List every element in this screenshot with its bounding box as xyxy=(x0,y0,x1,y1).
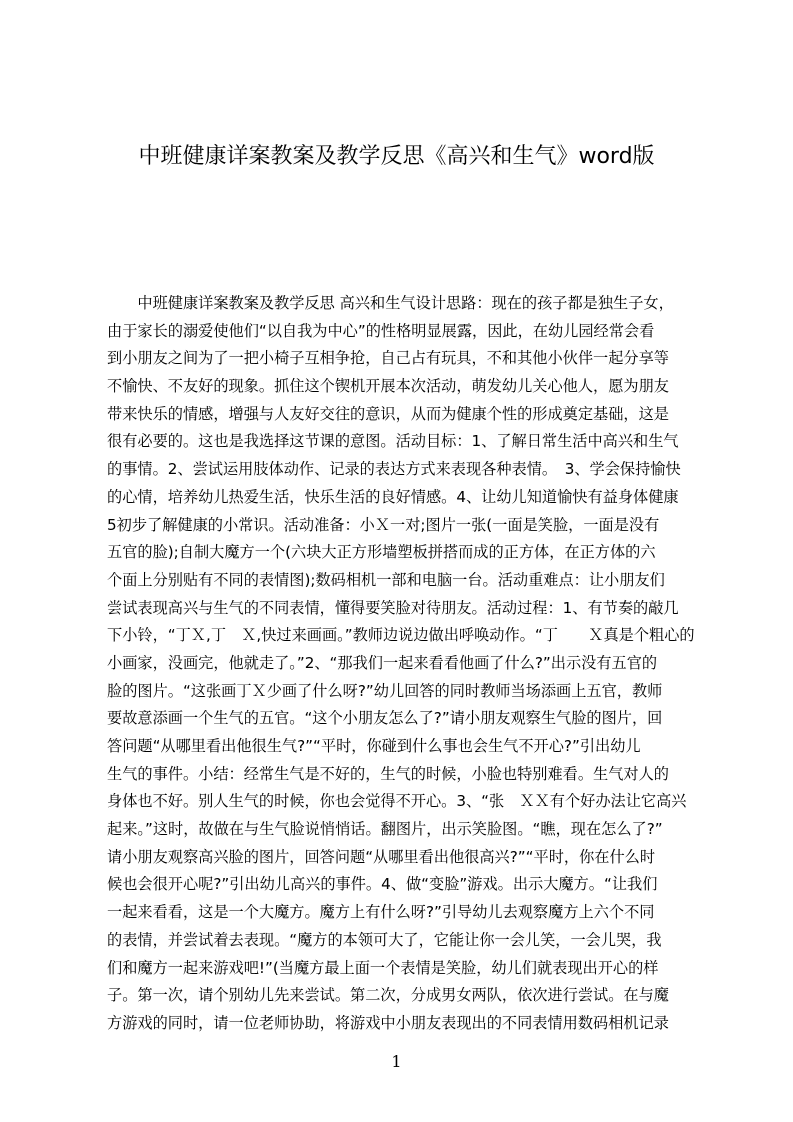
body-text-line: 个面上分别贴有不同的表情图);数码相机一部和电脑一台。活动重难点：让小朋友们 xyxy=(107,570,665,589)
body-text-line: 小画家，没画完，他就走了。”2、“那我们一起来看看他画了什么?”出示没有五官的 xyxy=(107,653,658,672)
body-text-line: 尝试表现高兴与生气的不同表情，懂得要笑脸对待朋友。活动过程：1、有节奏的敲几 xyxy=(107,598,679,617)
body-text-line: 很有必要的。这也是我选择这节课的意图。活动目标：1、了解日常生活中高兴和生气 xyxy=(107,432,679,451)
body-text-line: 5初步了解健康的小常识。活动准备：小Ｘ一对;图片一张(一面是笑脸，一面是没有 xyxy=(107,515,660,534)
body-text-line: 不愉快、不友好的现象。抓住这个锲机开展本次活动，萌发幼儿关心他人，愿为朋友 xyxy=(107,377,669,396)
body-text-line: 脸的图片。“这张画丁Ｘ少画了什么呀?”幼儿回答的同时教师当场添画上五官，教师 xyxy=(107,681,663,700)
body-text-line: 中班健康详案教案及教学反思 高兴和生气设计思路：现在的孩子都是独生子女， xyxy=(107,294,674,312)
body-text-line: 的表情，并尝试着去表现。“魔方的本领可大了，它能让你一会儿笑，一会儿哭，我 xyxy=(107,930,662,949)
body-text-line: 请小朋友观察高兴脸的图片，回答问题“从哪里看出他很高兴?”“平时，你在什么时 xyxy=(107,847,656,866)
body-text-line: 下小铃，“丁Ｘ,丁 Ｘ,快过来画画。”教师边说边做出呼唤动作。“丁 Ｘ真是个粗心的 xyxy=(107,626,695,645)
body-text-line: 生气的事件。小结：经常生气是不好的，生气的时候，小脸也特别难看。生气对人的 xyxy=(107,764,669,783)
body-text-line: 一起来看看，这是一个大魔方。魔方上有什么呀?”引导幼儿去观察魔方上六个不同 xyxy=(107,903,655,922)
body-text-line: 候也会很开心呢?”引出幼儿高兴的事件。4、做“变脸”游戏。出示大魔方。“让我们 xyxy=(107,875,658,894)
page-number: 1 xyxy=(391,1052,402,1071)
body-text-line: 答问题“从哪里看出他很生气?”“平时，你碰到什么事也会生气不开心?”引出幼儿 xyxy=(107,737,641,755)
body-text-line: 的心情，培养幼儿热爱生活，快乐生活的良好情感。4、让幼儿知道愉快有益身体健康 xyxy=(107,487,679,506)
body-text-line: 身体也不好。别人生气的时候，你也会觉得不开心。3、“张 ＸＸ有个好办法让它高兴 xyxy=(107,792,687,811)
body-text-line: 带来快乐的情感，增强与人友好交往的意识，从而为健康个性的形成奠定基础，这是 xyxy=(107,404,669,423)
document-body xyxy=(107,290,698,1038)
body-text-line: 们和魔方一起来游戏吧!”(当魔方最上面一个表情是笑脸，幼儿们就表现出开心的样 xyxy=(107,958,659,977)
body-text-line: 由于家长的溺爱使他们“以自我为中心”的性格明显展露，因此，在幼儿园经常会看 xyxy=(107,321,655,340)
document-title: 中班健康详案教案及教学反思《高兴和生气》word版 xyxy=(138,144,655,169)
body-text-line: 起来。”这时，故做在与生气脸说悄悄话。翻图片，出示笑脸图。“瞧，现在怎么了?” xyxy=(107,820,663,839)
body-text-line: 子。第一次，请个别幼儿先来尝试。第二次，分成男女两队，依次进行尝试。在与魔 xyxy=(107,986,669,1005)
body-text-line: 的事情。2、尝试运用肢体动作、记录的表达方式来表现各种表情。 3、学会保持愉快 xyxy=(107,460,681,479)
body-text-line: 方游戏的同时，请一位老师协助，将游戏中小朋友表现出的不同表情用数码相机记录 xyxy=(107,1013,669,1032)
body-text-line: 五官的脸);自制大魔方一个(六块大正方形墙塑板拼搭而成的正方体，在正方体的六 xyxy=(107,543,656,562)
body-text-line: 到小朋友之间为了一把小椅子互相争抢，自己占有玩具，不和其他小伙伴一起分享等 xyxy=(107,349,669,368)
body-text-line: 要故意添画一个生气的五官。“这个小朋友怎么了?”请小朋友观察生气脸的图片，回 xyxy=(107,709,663,728)
